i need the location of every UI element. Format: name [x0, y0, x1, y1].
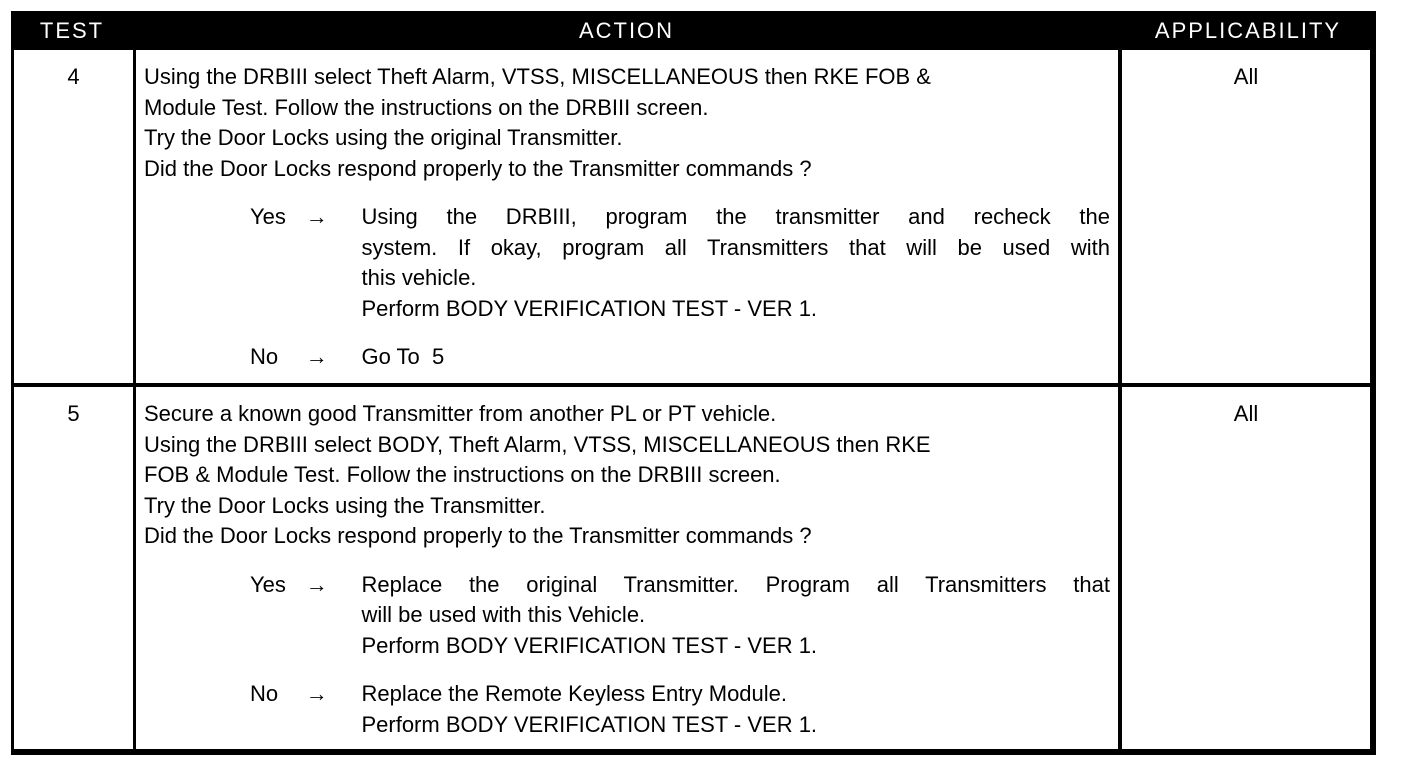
- action-cell: [136, 50, 1118, 383]
- arrow-right-icon: →: [305, 204, 328, 229]
- test-number: 4: [67, 64, 80, 89]
- yes-answer: [144, 202, 1110, 324]
- header-applicability: APPLICABILITY: [1154, 17, 1342, 43]
- header-test: TEST: [39, 17, 105, 43]
- yes-text-line: Perform BODY VERIFICATION TEST - VER 1.: [361, 295, 818, 321]
- yes-text-line: system. If okay, program all Transmitters that will be used with: [361, 234, 1110, 260]
- action-cell: [136, 387, 1118, 749]
- yes-text-line: this vehicle.: [361, 265, 477, 290]
- yes-label: Yes: [250, 204, 286, 229]
- no-label: No: [250, 344, 279, 369]
- no-text-line: Replace the Remote Keyless Entry Module.: [361, 681, 788, 706]
- applicability-cell: [1122, 50, 1370, 383]
- action-line: FOB & Module Test. Follow the instructions on the DRBIII screen.: [144, 462, 781, 487]
- action-line: Module Test. Follow the instructions on the DRBIII screen.: [144, 94, 709, 120]
- test-number-cell: [14, 387, 133, 749]
- yes-text-line: Using the DRBIII, program the transmitter and recheck the: [361, 204, 1110, 229]
- no-answer: [144, 342, 1110, 373]
- test-number: 5: [67, 401, 80, 426]
- test-number-cell: [14, 50, 133, 383]
- no-text-line: Perform BODY VERIFICATION TEST - VER 1.: [361, 711, 818, 737]
- yes-text-line: Replace the original Transmitter. Program all Transmitters that: [361, 571, 1110, 597]
- no-answer: [144, 679, 1110, 740]
- arrow-right-icon: →: [305, 571, 328, 597]
- yes-label: Yes: [250, 571, 286, 597]
- action-line: Using the DRBIII select BODY, Theft Alarm, VTSS, MISCELLANEOUS then RKE: [144, 431, 931, 457]
- applicability-value: All: [1233, 64, 1259, 89]
- action-line: Try the Door Locks using the Transmitter.: [144, 492, 546, 518]
- applicability-value: All: [1233, 401, 1259, 426]
- no-text-line: Go To 5: [361, 344, 445, 369]
- yes-answer: [144, 570, 1110, 662]
- action-line: Try the Door Locks using the original Transmitter.: [144, 125, 623, 150]
- applicability-cell: [1122, 387, 1370, 749]
- action-line: Secure a known good Transmitter from another PL or PT vehicle.: [144, 401, 777, 426]
- arrow-right-icon: →: [305, 681, 328, 706]
- yes-text-line: will be used with this Vehicle.: [361, 602, 646, 627]
- arrow-right-icon: →: [305, 344, 328, 369]
- no-label: No: [250, 681, 279, 706]
- header-action: ACTION: [578, 17, 675, 43]
- action-line: Did the Door Locks respond properly to the Transmitter commands ?: [144, 523, 812, 548]
- yes-text-line: Perform BODY VERIFICATION TEST - VER 1.: [361, 632, 818, 658]
- diagnostic-table: [11, 11, 1376, 755]
- action-line: Using the DRBIII select Theft Alarm, VTSS, MISCELLANEOUS then RKE FOB &: [144, 64, 931, 89]
- action-line: Did the Door Locks respond properly to the Transmitter commands ?: [144, 155, 812, 181]
